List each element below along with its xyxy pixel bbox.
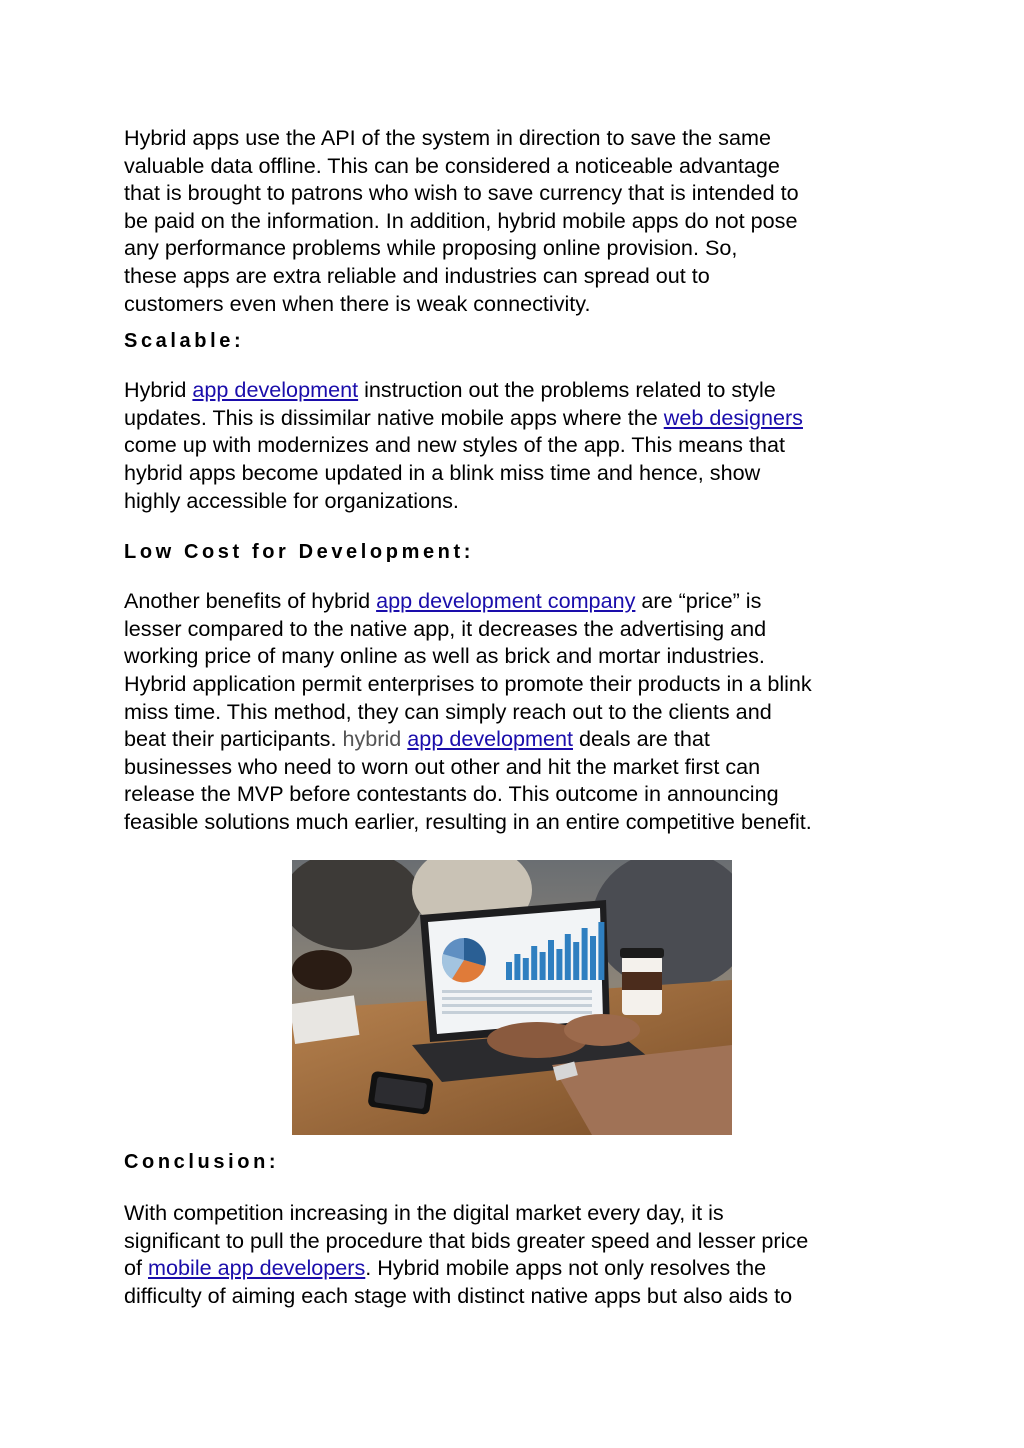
text-line: lesser compared to the native app, it decreases the advertising and (124, 615, 767, 641)
paragraph-scalable (124, 376, 914, 514)
link-web-designers[interactable]: web designers (663, 404, 803, 430)
text-line: miss time. This method, they can simply reach out to the clients and (124, 698, 772, 724)
text-line: be paid on the information. In addition, hybrid mobile apps do not pose (124, 207, 798, 233)
photo-illustration (292, 860, 732, 1135)
text-line: beat their participants. hybrid app development deals are that (124, 726, 710, 752)
screen-bar (531, 946, 537, 980)
screen-bar (523, 958, 529, 980)
text-line: that is brought to patrons who wish to save currency that is intended to (124, 180, 799, 206)
screen-bar (514, 954, 520, 980)
paragraph-low-cost (124, 587, 914, 835)
text-line: Hybrid app development instruction out the problems related to style (124, 377, 776, 403)
text-line: of mobile app developers. Hybrid mobile apps not only resolves the (124, 1255, 767, 1281)
screen-bar (565, 934, 571, 980)
screen-bar (590, 936, 596, 980)
text-line: release the MVP before contestants do. This outcome in announcing (124, 781, 779, 807)
screen-bar (582, 928, 588, 980)
text-line: difficulty of aiming each stage with distinct native apps but also aids to (124, 1282, 793, 1308)
screen-bar (540, 952, 546, 980)
link-app-development-company[interactable]: app development company (376, 588, 636, 614)
link-app-development[interactable]: app development (192, 377, 359, 403)
text-line: updates. This is dissimilar native mobile apps where the web designers (124, 404, 803, 430)
screen-bar (573, 942, 579, 980)
text-line: working price of many online as well as brick and mortar industries. (124, 643, 765, 669)
text-line: hybrid apps become updated in a blink miss time and hence, show (124, 459, 761, 485)
text-line: valuable data offline. This can be considered a noticeable advantage (124, 152, 780, 178)
heading-conclusion: Conclusion: (124, 1151, 280, 1173)
text-line: businesses who need to worn out other and hit the market first can (124, 753, 761, 779)
laptop-analytics-photo (292, 860, 732, 1135)
text-line: customers even when there is weak connectivity. (124, 290, 591, 316)
paragraph-offline (124, 124, 914, 317)
screen-bar (506, 962, 512, 980)
screen-bar (548, 940, 554, 980)
text-line: Hybrid application permit enterprises to promote their products in a blink (124, 670, 812, 696)
text-line: Another benefits of hybrid app development company are “price” is (124, 588, 762, 614)
text-line: feasible solutions much earlier, resulting in an entire competitive benefit. (124, 808, 812, 834)
heading-scalable: Scalable: (124, 330, 245, 353)
document-content-bottom (124, 1150, 914, 1309)
heading-low-cost: Low Cost for Development: (124, 541, 475, 564)
text-line: significant to pull the procedure that bids greater speed and lesser price (124, 1227, 809, 1253)
screen-bar (598, 922, 604, 980)
text-line: With competition increasing in the digital market every day, it is (124, 1200, 724, 1225)
text-line: any performance problems while proposing online provision. So, (124, 235, 738, 261)
text-line: these apps are extra reliable and industries can spread out to (124, 262, 710, 288)
screen-bar (556, 949, 562, 980)
paragraph-conclusion (124, 1199, 914, 1309)
text-line: highly accessible for organizations. (124, 487, 459, 513)
link-app-development-2[interactable]: app development (407, 726, 573, 752)
document-content (124, 124, 914, 835)
text-line: Hybrid apps use the API of the system in direction to save the same (124, 125, 771, 150)
text-line: come up with modernizes and new styles of the app. This means that (124, 432, 785, 458)
link-mobile-app-developers[interactable]: mobile app developers (148, 1255, 366, 1281)
